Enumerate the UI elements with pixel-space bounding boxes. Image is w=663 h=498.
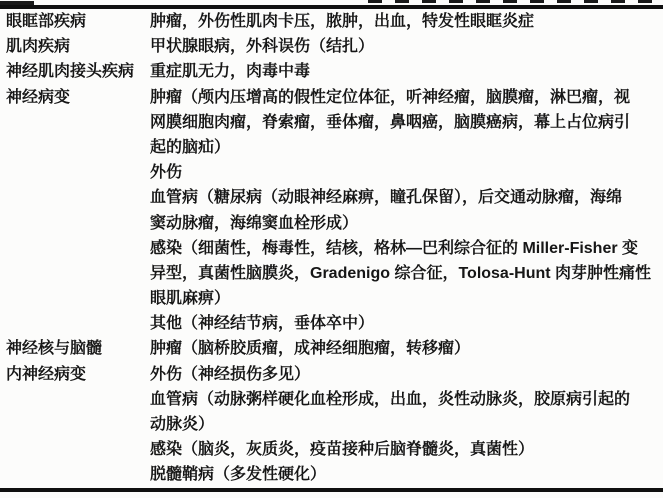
table-body xyxy=(0,9,663,488)
category-label: 神经肌肉接头疾病 xyxy=(6,63,135,81)
detail-line: 血管病（糖尿病（动眼神经麻痹，瞳孔保留），后交通动脉瘤，海绵 xyxy=(150,189,623,207)
detail-line: 肿瘤，外伤性肌肉卡压，脓肿，出血，特发性眼眶炎症 xyxy=(150,13,535,30)
detail-line: 起的脑疝） xyxy=(150,138,231,156)
category-label: 内神经病变 xyxy=(6,365,87,383)
category-cell xyxy=(0,59,150,84)
scan-artifact xyxy=(368,0,660,3)
detail-line: 血管病（动脉粥样硬化血栓形成，出血，炎性动脉炎，胶原病引起的 xyxy=(150,390,631,408)
detail-line: 感染（脑炎，灰质炎，疫苗接种后脑脊髓炎，真菌性） xyxy=(150,441,535,459)
table-row xyxy=(0,336,663,487)
detail-line: 重症肌无力，肉毒中毒 xyxy=(150,63,311,81)
detail-line: 窦动脉瘤，海绵窦血栓形成） xyxy=(150,214,359,232)
category-label: 眼眶部疾病 xyxy=(6,13,87,30)
detail-line: 动脉炎） xyxy=(150,416,215,433)
detail-line: 脱髓鞘病（多发性硬化） xyxy=(150,466,327,484)
category-label: 肌肉疾病 xyxy=(6,38,71,56)
category-cell xyxy=(0,34,150,59)
table-row xyxy=(0,85,663,337)
detail-line: 肿瘤（脑桥胶质瘤，成神经细胞瘤，转移瘤） xyxy=(150,340,471,358)
detail-line: 感染（细菌性，梅毒性，结核，格林—巴利综合征的 Miller-Fisher 变 xyxy=(150,239,639,257)
detail-line: 眼肌麻痹） xyxy=(150,290,231,308)
table-row xyxy=(0,34,663,59)
details-cell xyxy=(150,34,663,59)
details-cell xyxy=(150,85,663,337)
detail-line: 其他（神经结节病，垂体卒中） xyxy=(150,315,375,333)
table-bottom-rule xyxy=(0,488,663,492)
category-cell xyxy=(0,9,150,34)
category-cell xyxy=(0,85,150,110)
table-row xyxy=(0,9,663,34)
category-cell xyxy=(0,336,150,386)
details-cell xyxy=(150,336,663,487)
detail-line: 外伤 xyxy=(150,164,183,182)
details-cell xyxy=(150,59,663,84)
detail-line: 网膜细胞肉瘤，脊索瘤，垂体瘤，鼻咽癌，脑膜癌病，幕上占位病引 xyxy=(150,113,631,131)
table-row xyxy=(0,59,663,84)
details-cell xyxy=(150,9,663,34)
detail-line: 甲状腺眼病，外科误伤（结扎） xyxy=(150,38,375,56)
detail-line: 肿瘤（颅内压增高的假性定位体征，听神经瘤，脑膜瘤，淋巴瘤，视 xyxy=(150,88,631,106)
category-label: 神经病变 xyxy=(6,88,71,106)
detail-line: 异型，真菌性脑膜炎，Gradenigo 综合征，Tolosa-Hunt 肉芽肿性痛性 xyxy=(150,264,652,282)
detail-line: 外伤（神经损伤多见） xyxy=(150,365,311,383)
category-label: 神经核与脑髓 xyxy=(6,340,103,358)
